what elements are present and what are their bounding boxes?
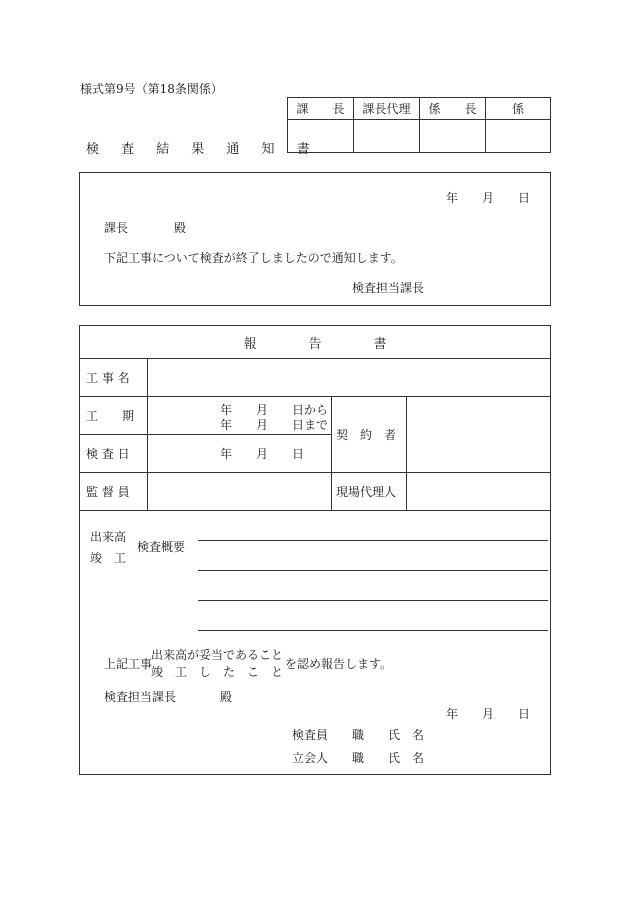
summary-line-4[interactable] <box>198 630 548 631</box>
signature-witness-role: 立会人 <box>292 751 329 765</box>
notice-date[interactable]: 年 月 日 <box>446 191 531 205</box>
signature-inspector-role: 検査員 <box>292 728 329 742</box>
approval-header-subsection-chief: 係 長 <box>428 102 477 116</box>
period-to[interactable]: 年 月 日まで <box>220 418 329 432</box>
report-date[interactable]: 年 月 日 <box>446 707 531 721</box>
notice-message: 下記工事について検査が終了しましたので通知します。 <box>104 251 403 265</box>
period-from[interactable]: 年 月 日から <box>220 403 329 417</box>
approval-header-deputy-chief: 課長代理 <box>362 102 411 116</box>
notice-sender: 検査担当課長 <box>352 281 425 295</box>
notice-addressee: 課長 <box>104 221 129 235</box>
period-label: 工 期 <box>86 409 135 423</box>
work-name-field[interactable] <box>148 359 550 396</box>
summary-type-completion: 竣 工 <box>90 551 127 565</box>
contractor-field[interactable] <box>407 397 550 472</box>
notice-box <box>79 172 551 306</box>
stamp-box-subsection-chief[interactable] <box>420 120 485 152</box>
summary-label: 検査概要 <box>137 540 186 554</box>
contractor-label: 契 約 者 <box>336 428 397 442</box>
approval-table <box>287 97 551 153</box>
supervisor-field[interactable] <box>148 473 331 510</box>
inspection-date-value[interactable]: 年 月 日 <box>220 447 305 461</box>
site-agent-label: 現場代理人 <box>336 485 397 499</box>
supervisor-label: 監 督 員 <box>86 485 130 499</box>
signature-inspector-title: 職 <box>352 728 365 742</box>
report-title: 報 告 書 <box>243 336 387 352</box>
stamp-box-section-chief[interactable] <box>288 120 353 152</box>
statement-suffix: を認め報告します。 <box>285 657 393 671</box>
statement-prefix: 上記工事 <box>104 657 153 671</box>
form-number: 様式第9号（第18条関係） <box>80 82 223 96</box>
notice-honorific: 殿 <box>174 221 187 235</box>
document-title: 検 査 結 果 通 知 書 <box>86 142 315 157</box>
inspection-date-label: 検 査 日 <box>86 447 130 461</box>
summary-line-2[interactable] <box>198 570 548 571</box>
summary-line-1[interactable] <box>198 540 548 541</box>
stamp-box-staff[interactable] <box>486 120 550 152</box>
signature-witness-name[interactable]: 氏 名 <box>388 751 425 765</box>
summary-type-progress: 出来高 <box>90 530 127 544</box>
summary-line-3[interactable] <box>198 600 548 601</box>
signature-inspector-name[interactable]: 氏 名 <box>388 728 425 742</box>
statement-option-progress: 出来高が妥当であること <box>151 648 284 662</box>
statement-option-completion: 竣 工 し た こ と <box>151 665 284 679</box>
approval-header-staff: 係 <box>511 102 524 116</box>
work-name-label: 工 事 名 <box>86 371 130 385</box>
stamp-box-deputy-chief[interactable] <box>354 120 419 152</box>
report-box <box>79 325 551 775</box>
report-honorific: 殿 <box>220 690 233 704</box>
approval-header-section-chief: 課 長 <box>296 102 345 116</box>
site-agent-field[interactable] <box>407 473 550 510</box>
signature-witness-title: 職 <box>352 751 365 765</box>
report-addressee: 検査担当課長 <box>104 690 177 704</box>
